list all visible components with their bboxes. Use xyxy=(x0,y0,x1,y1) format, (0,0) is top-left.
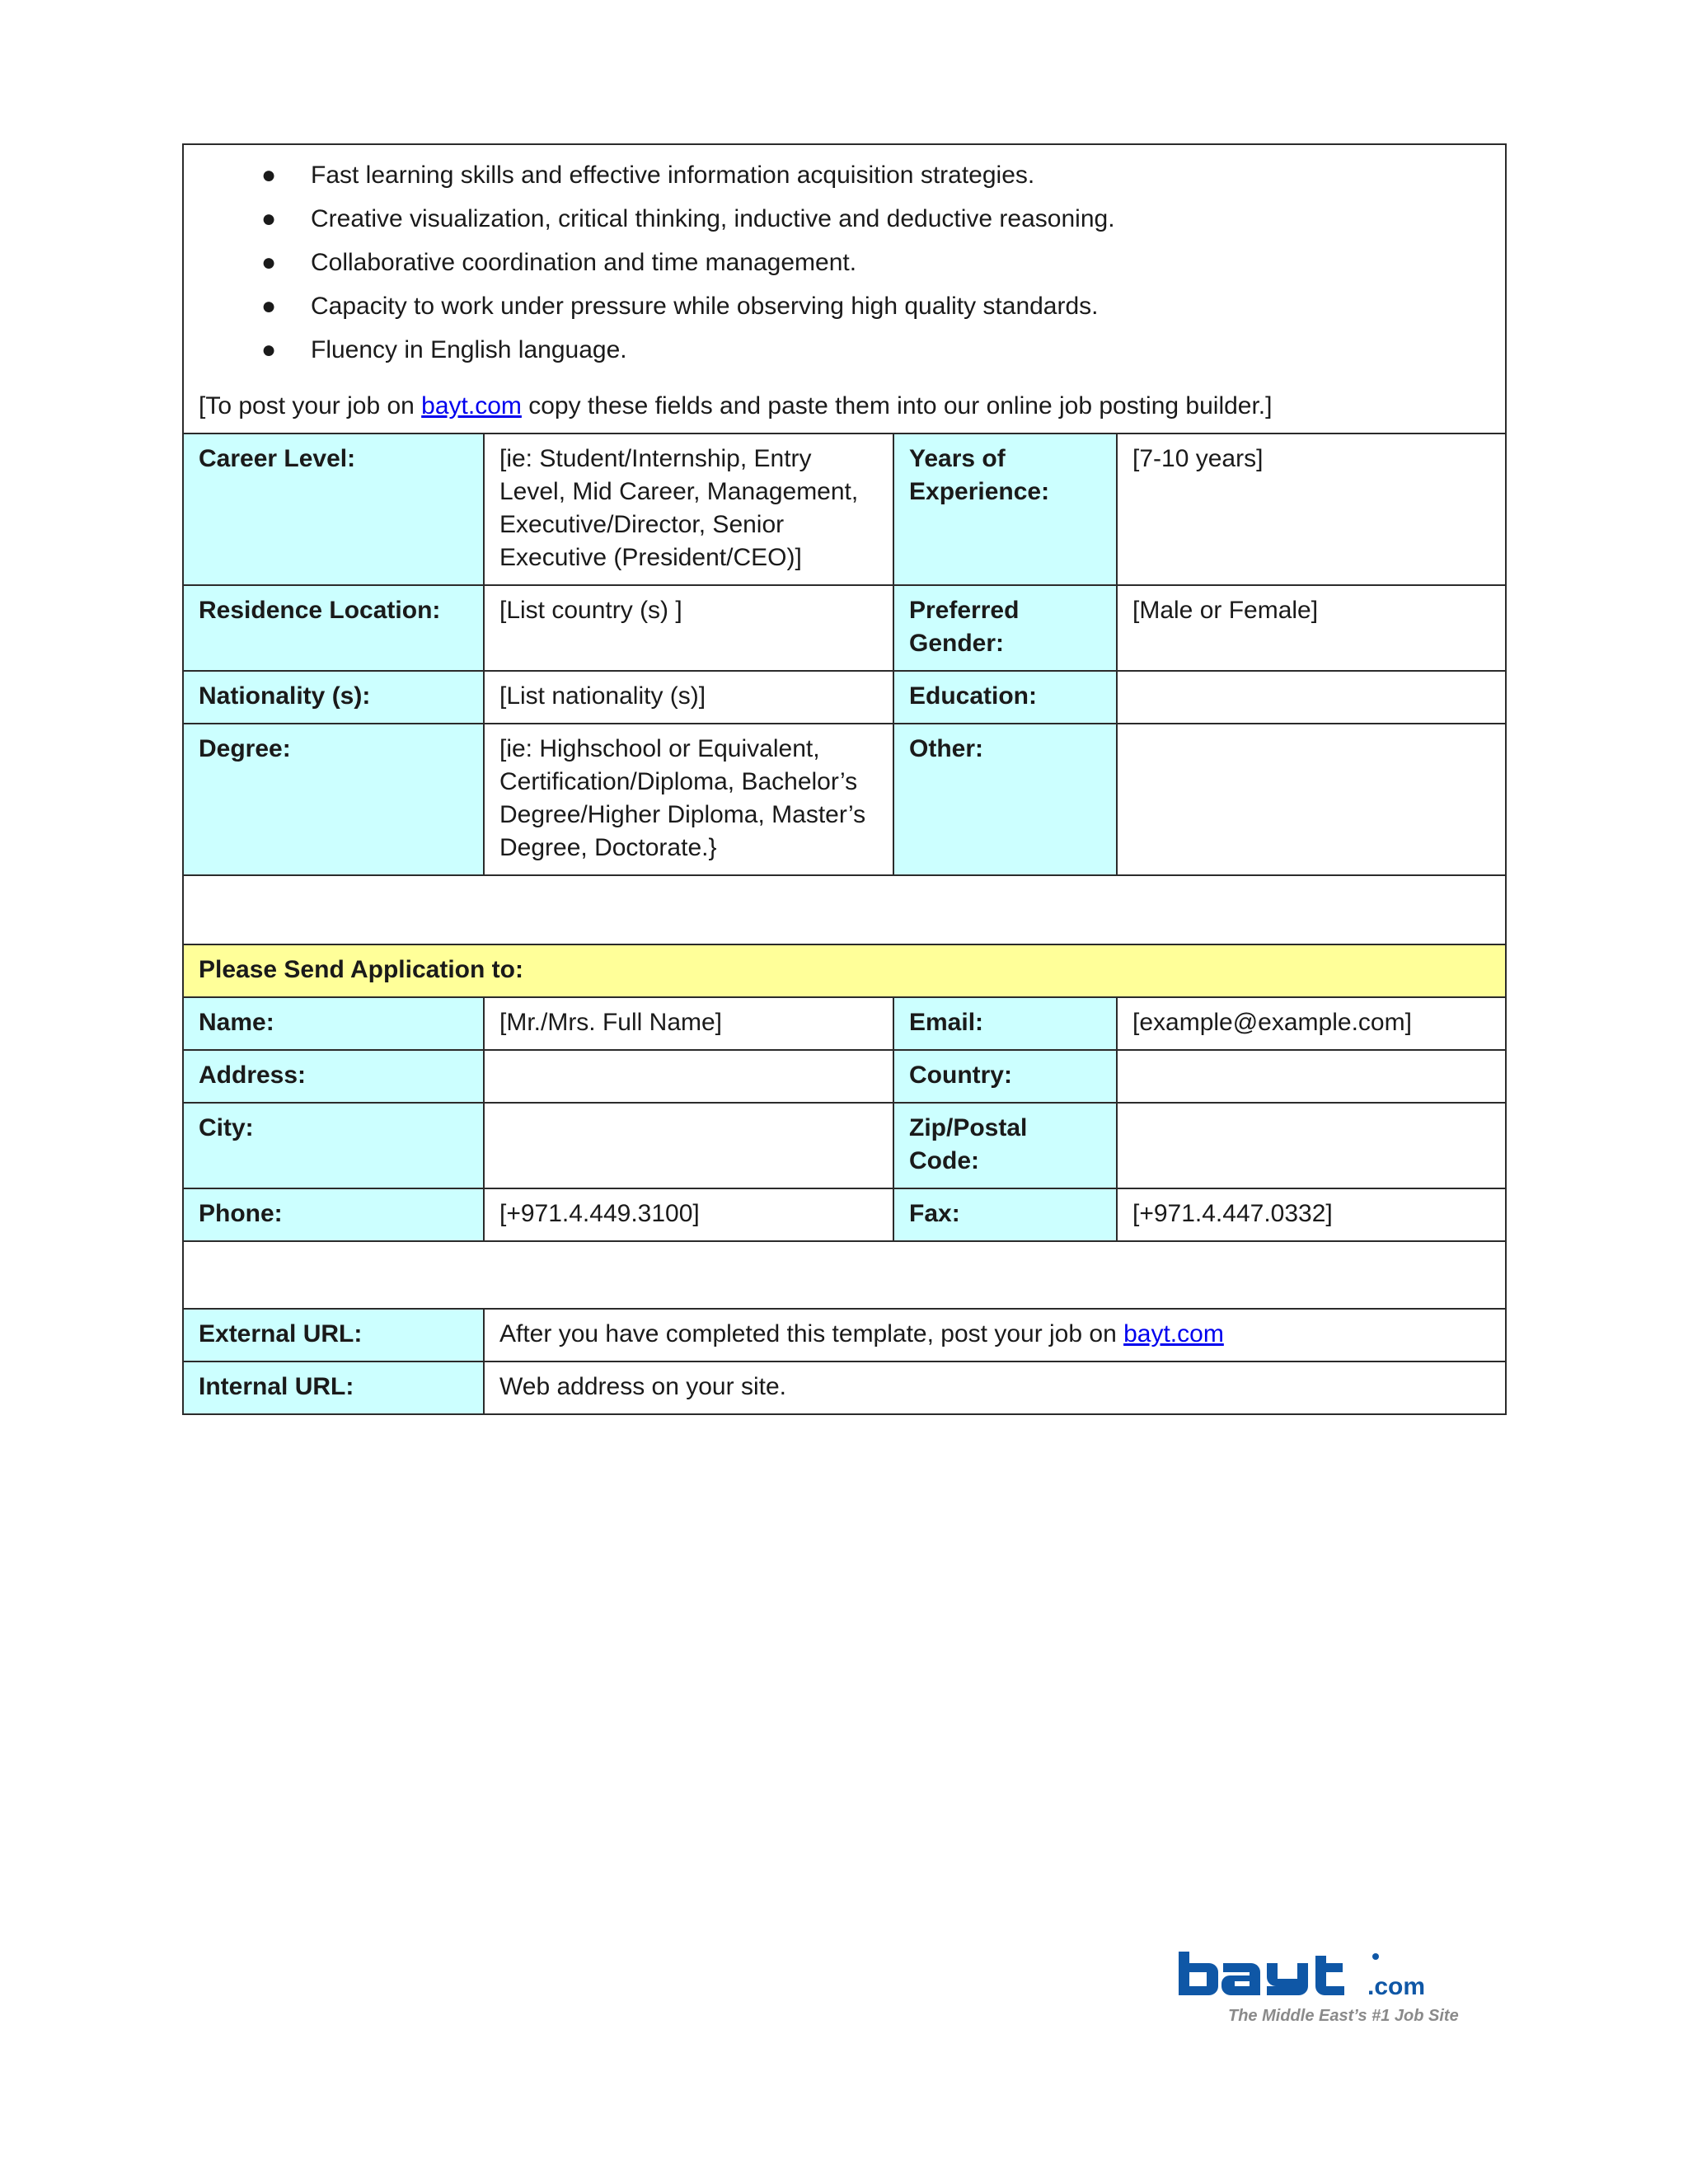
bayt-logo xyxy=(1175,1952,1489,2026)
list-item xyxy=(261,284,1490,328)
bullet-icon: ● xyxy=(261,336,277,363)
email-field[interactable]: [example@example.com] xyxy=(1117,997,1506,1050)
zip-field[interactable] xyxy=(1117,1103,1506,1188)
table-row xyxy=(183,585,1506,671)
address-label: Address: xyxy=(183,1050,484,1103)
skill-text: Fluency in English language. xyxy=(311,336,627,363)
country-field[interactable] xyxy=(1117,1050,1506,1103)
bayt-link[interactable]: bayt.com xyxy=(1123,1320,1224,1347)
skill-text: Collaborative coordination and time management. xyxy=(311,249,857,276)
name-field[interactable]: [Mr./Mrs. Full Name] xyxy=(484,997,893,1050)
skills-list xyxy=(199,153,1490,372)
logo-tagline: The Middle East’s #1 Job Site xyxy=(1228,2007,1459,2025)
other-label: Other: xyxy=(893,724,1117,875)
nationality-label: Nationality (s): xyxy=(183,671,484,724)
education-field[interactable] xyxy=(1117,671,1506,724)
list-item xyxy=(261,153,1490,197)
send-application-header: Please Send Application to: xyxy=(183,944,1506,997)
fax-field[interactable]: [+971.4.447.0332] xyxy=(1117,1188,1506,1241)
degree-label: Degree: xyxy=(183,724,484,875)
bullet-icon: ● xyxy=(261,205,277,232)
career-level-label: Career Level: xyxy=(183,434,484,585)
other-field[interactable] xyxy=(1117,724,1506,875)
residence-field[interactable]: [List country (s) ] xyxy=(484,585,893,671)
education-label: Education: xyxy=(893,671,1117,724)
residence-label: Residence Location: xyxy=(183,585,484,671)
address-field[interactable] xyxy=(484,1050,893,1103)
table-row xyxy=(183,724,1506,875)
phone-label: Phone: xyxy=(183,1188,484,1241)
bayt-link[interactable]: bayt.com xyxy=(421,392,522,419)
list-item xyxy=(261,241,1490,284)
nationality-field[interactable]: [List nationality (s)] xyxy=(484,671,893,724)
table-row xyxy=(183,1188,1506,1241)
job-form-table xyxy=(182,143,1507,1415)
list-item xyxy=(261,197,1490,241)
skill-text: Fast learning skills and effective information acquisition strategies. xyxy=(311,162,1035,189)
external-url-label: External URL: xyxy=(183,1309,484,1361)
table-row xyxy=(183,1309,1506,1361)
bullet-icon: ● xyxy=(261,249,277,276)
bullet-icon: ● xyxy=(261,162,277,189)
logo-wordmark xyxy=(1179,1952,1379,1995)
section-header-row xyxy=(183,944,1506,997)
intro-cell xyxy=(183,144,1506,434)
bullet-icon: ● xyxy=(261,293,277,320)
name-label: Name: xyxy=(183,997,484,1050)
list-item xyxy=(261,328,1490,372)
spacer-cell xyxy=(183,875,1506,944)
table-row xyxy=(183,1103,1506,1188)
experience-label: Years of Experience: xyxy=(893,434,1117,585)
degree-field[interactable]: [ie: Highschool or Equivalent, Certification/Diploma, Bachelor’s Degree/Higher Diploma, Master’s Degree, Doctorate.} xyxy=(484,724,893,875)
fax-label: Fax: xyxy=(893,1188,1117,1241)
skill-text: Capacity to work under pressure while observing high quality standards. xyxy=(311,293,1099,320)
external-url-field[interactable]: After you have completed this template, post your job on bayt.com xyxy=(484,1309,1506,1361)
gender-label: Preferred Gender: xyxy=(893,585,1117,671)
table-row xyxy=(183,997,1506,1050)
skill-text: Creative visualization, critical thinking, inductive and deductive reasoning. xyxy=(311,205,1115,232)
internal-url-field[interactable]: Web address on your site. xyxy=(484,1361,1506,1414)
city-field[interactable] xyxy=(484,1103,893,1188)
table-row xyxy=(183,1050,1506,1103)
internal-url-label: Internal URL: xyxy=(183,1361,484,1414)
career-level-field[interactable]: [ie: Student/Internship, Entry Level, Mid Career, Management, Executive/Director, Senior Executive (President/CEO)] xyxy=(484,434,893,585)
table-row xyxy=(183,434,1506,585)
experience-field[interactable]: [7-10 years] xyxy=(1117,434,1506,585)
gender-field[interactable]: [Male or Female] xyxy=(1117,585,1506,671)
spacer-cell xyxy=(183,1241,1506,1309)
phone-field[interactable]: [+971.4.449.3100] xyxy=(484,1188,893,1241)
country-label: Country: xyxy=(893,1050,1117,1103)
spacer-row xyxy=(183,875,1506,944)
spacer-row xyxy=(183,1241,1506,1309)
logo-suffix: .com xyxy=(1367,1973,1426,2000)
city-label: City: xyxy=(183,1103,484,1188)
zip-label: Zip/Postal Code: xyxy=(893,1103,1117,1188)
job-template-page xyxy=(182,143,1505,1415)
post-instructions: [To post your job on bayt.com copy these fields and paste them into our online job posting builder.] xyxy=(199,392,1273,419)
table-row xyxy=(183,671,1506,724)
table-row xyxy=(183,1361,1506,1414)
intro-row xyxy=(183,144,1506,434)
email-label: Email: xyxy=(893,997,1117,1050)
